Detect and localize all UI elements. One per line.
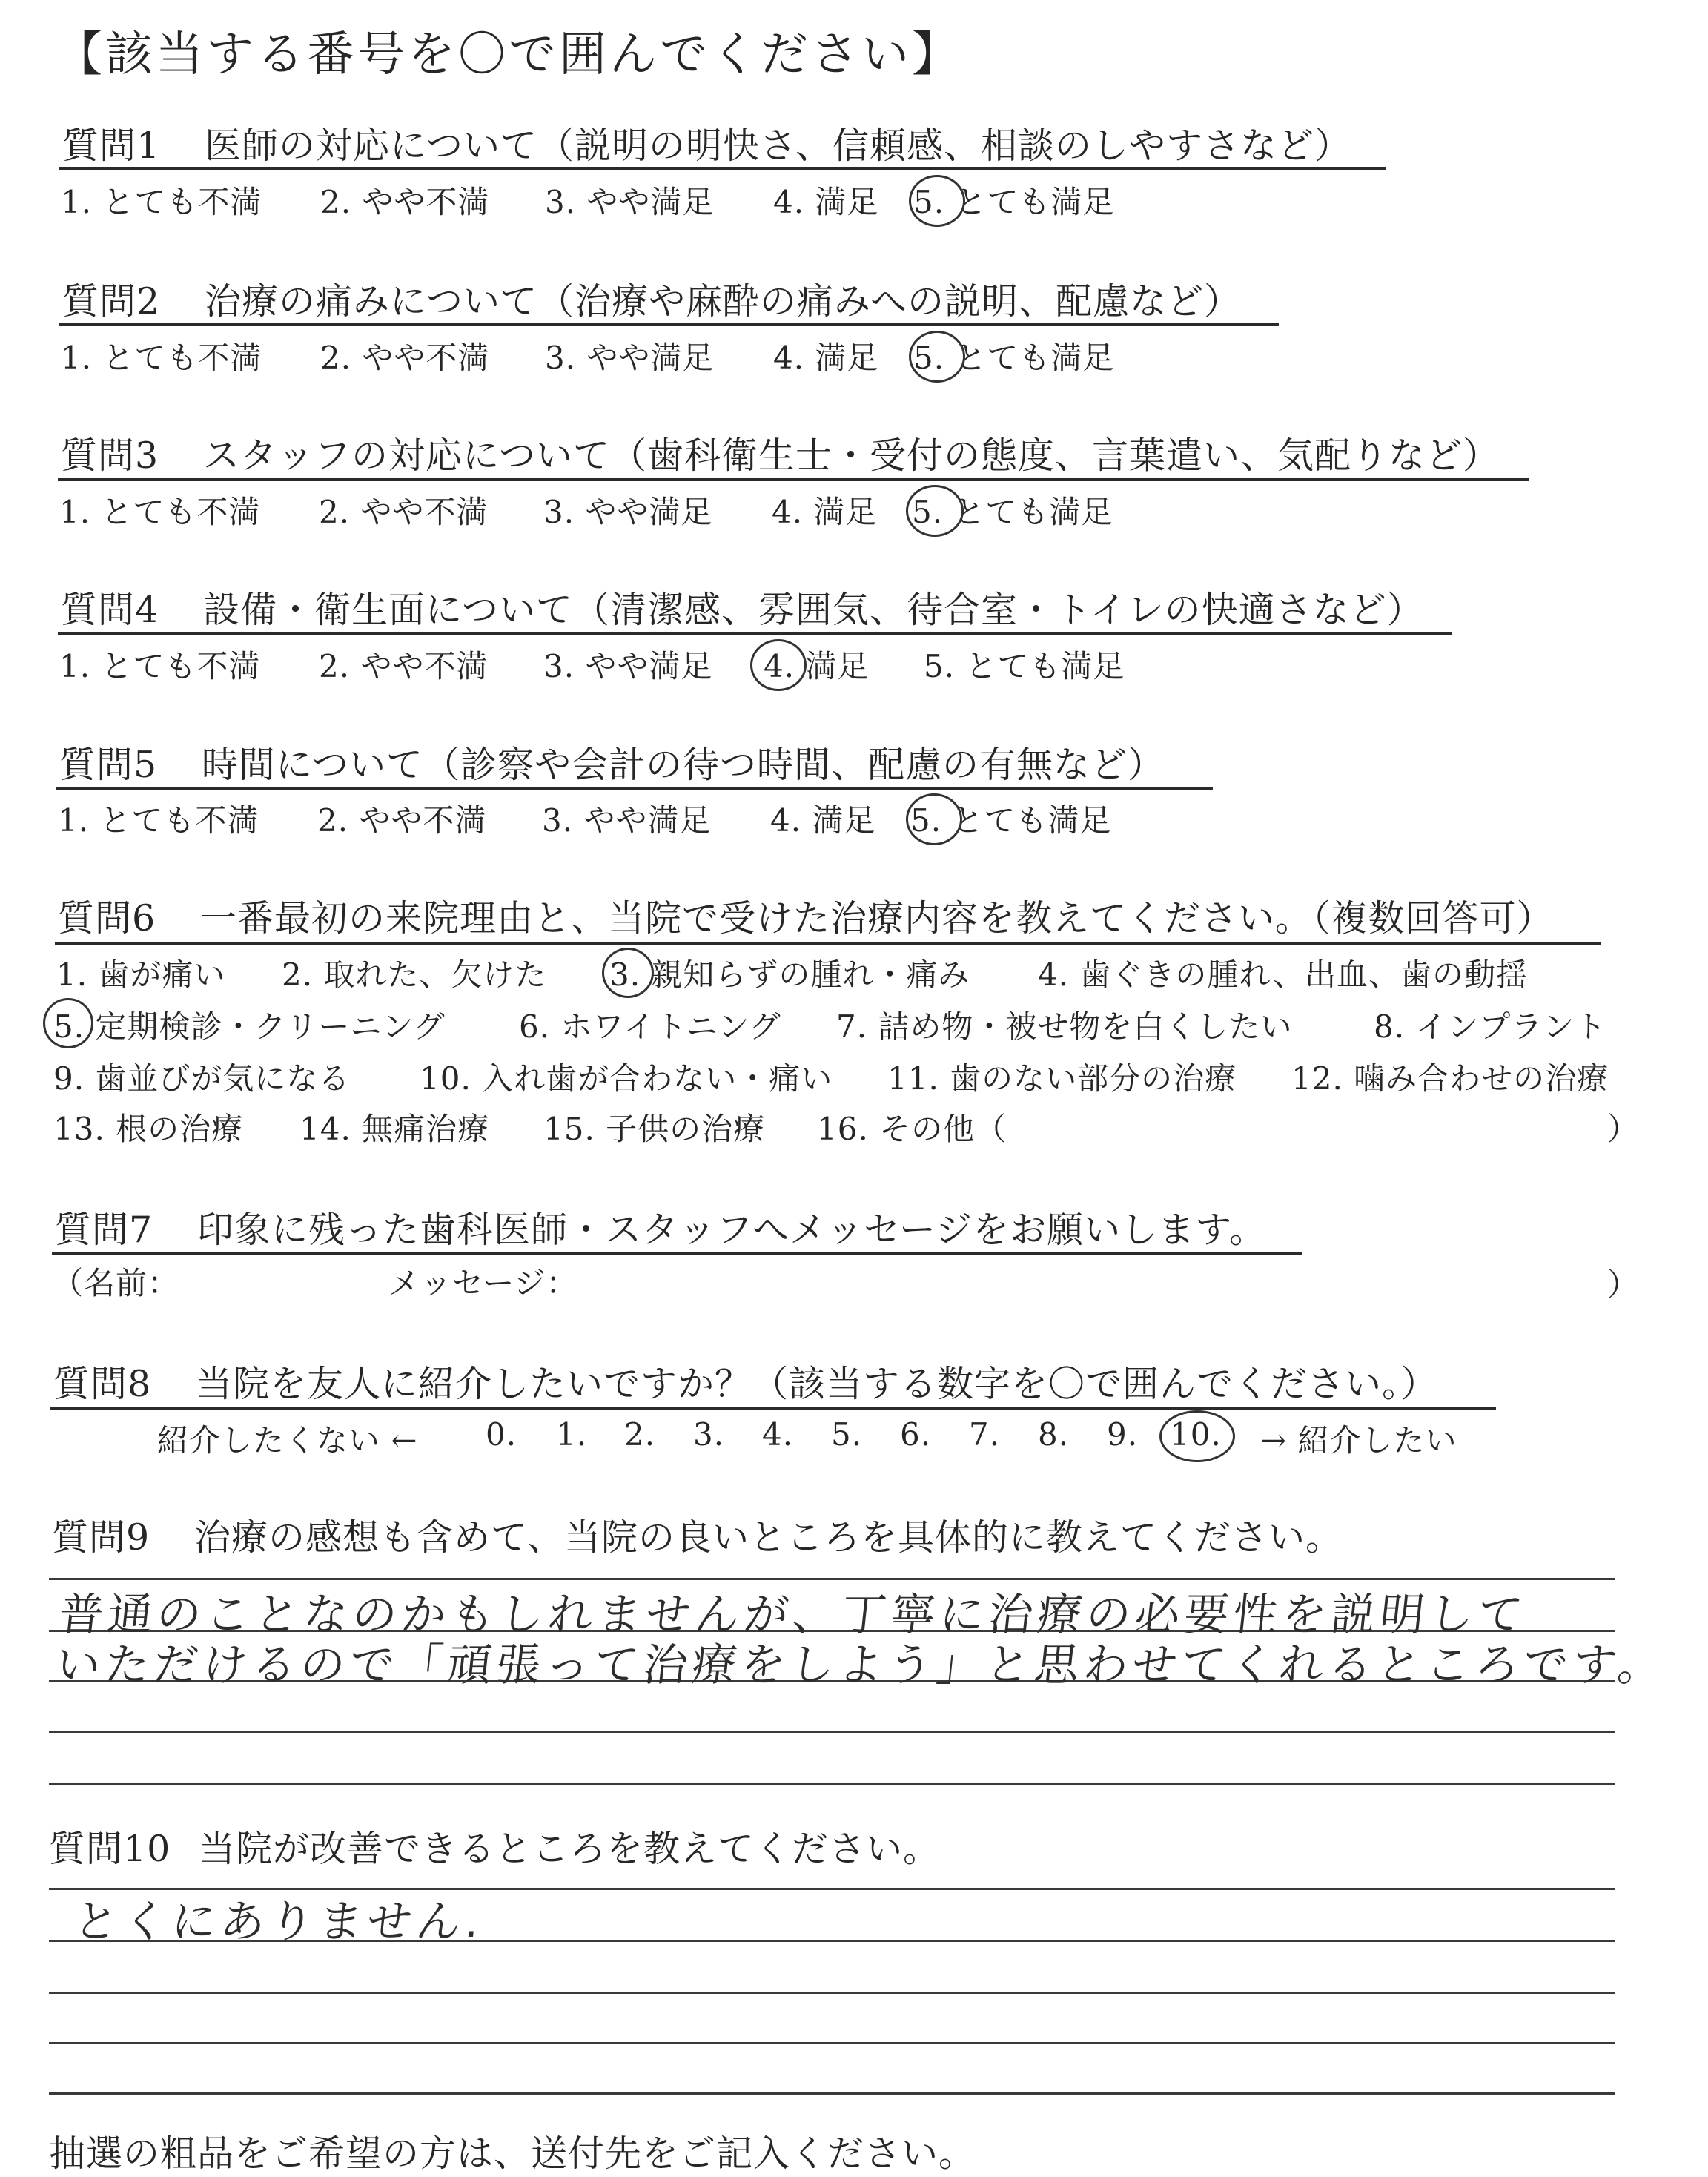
form-title: 【該当する番号を〇で囲んでください】 bbox=[55, 27, 962, 82]
q10-answer-line-3 bbox=[49, 1992, 1615, 1994]
q3-option-2[interactable]: 2. やや不満 bbox=[319, 494, 489, 530]
question-6-label: 質問6 bbox=[58, 897, 156, 939]
q8-left-label: 紹介したくない ← bbox=[157, 1422, 418, 1459]
q8-scale-1[interactable]: 1. bbox=[556, 1416, 588, 1453]
q8-scale-7[interactable]: 7. bbox=[969, 1416, 1001, 1453]
question-7-text: 印象に残った歯科医師・スタッフへメッセージをお願いします。 bbox=[197, 1209, 1267, 1251]
q4-option-2[interactable]: 2. やや不満 bbox=[319, 648, 489, 684]
q2-option-3[interactable]: 3. やや満足 bbox=[545, 340, 715, 376]
q3-option-1[interactable]: 1. とても不満 bbox=[59, 494, 261, 530]
q6-option-6[interactable]: 6. ホワイトニング bbox=[519, 1008, 781, 1045]
q9-handwritten-answer-line-2: いただけるので「頑張って治療をしよう」と思わせてくれるところです。 bbox=[53, 1639, 1669, 1691]
question-1-label: 質問1 bbox=[62, 125, 161, 167]
question-1-text: 医師の対応について（説明の明快さ、信頼感、相談のしやすさなど） bbox=[205, 125, 1352, 167]
q6-option-4[interactable]: 4. 歯ぐきの腫れ、出血、歯の動揺 bbox=[1038, 957, 1528, 993]
q8-scale-0[interactable]: 0. bbox=[486, 1416, 517, 1453]
q8-scale-10[interactable]: 10. bbox=[1170, 1416, 1222, 1453]
question-2-underline bbox=[59, 323, 1279, 326]
question-10-text: 当院が改善できるところを教えてください。 bbox=[199, 1828, 941, 1870]
question-8-underline bbox=[50, 1407, 1496, 1410]
q9-handwritten-answer-line-1: 普通のことなのかもしれませんが、丁寧に治療の必要性を説明して bbox=[56, 1589, 1530, 1641]
q10-answer-line-4 bbox=[49, 2042, 1615, 2044]
q6-option-11[interactable]: 11. 歯のない部分の治療 bbox=[887, 1060, 1237, 1097]
q7-name-label: （名前： bbox=[52, 1265, 180, 1301]
q6-other-close-paren: ） bbox=[1607, 1111, 1640, 1147]
q4-selection-circle bbox=[750, 639, 807, 691]
question-3-label: 質問3 bbox=[61, 435, 159, 477]
q1-option-4[interactable]: 4. 満足 bbox=[773, 184, 879, 220]
q7-close-paren: ） bbox=[1607, 1266, 1640, 1303]
q1-selection-circle bbox=[909, 175, 965, 227]
q6-option-12[interactable]: 12. 噛み合わせの治療 bbox=[1291, 1060, 1609, 1097]
q9-answer-line-5 bbox=[49, 1783, 1615, 1785]
q4-option-4[interactable]: 4. 満足 bbox=[764, 648, 870, 684]
q6-option-13[interactable]: 13. 根の治療 bbox=[53, 1111, 244, 1147]
q6-option-7[interactable]: 7. 詰め物・被せ物を白くしたい bbox=[836, 1008, 1293, 1045]
q8-scale-8[interactable]: 8. bbox=[1038, 1416, 1070, 1453]
q3-selection-circle bbox=[906, 485, 964, 537]
question-2-text: 治療の痛みについて（治療や麻酔の痛みへの説明、配慮など） bbox=[205, 280, 1242, 323]
question-3-underline bbox=[58, 478, 1529, 481]
q5-selection-circle bbox=[906, 793, 962, 845]
q2-option-5[interactable]: 5. とても満足 bbox=[913, 340, 1115, 376]
q8-scale-4[interactable]: 4. bbox=[762, 1416, 794, 1453]
q4-option-5[interactable]: 5. とても満足 bbox=[924, 648, 1125, 684]
q6-option-10[interactable]: 10. 入れ歯が合わない・痛い bbox=[420, 1060, 833, 1097]
q3-option-3[interactable]: 3. やや満足 bbox=[543, 494, 713, 530]
question-7-underline bbox=[52, 1252, 1302, 1255]
question-10-label: 質問10 bbox=[49, 1828, 171, 1870]
q2-option-1[interactable]: 1. とても不満 bbox=[61, 340, 262, 376]
q2-option-2[interactable]: 2. やや不満 bbox=[320, 340, 490, 376]
q1-option-2[interactable]: 2. やや不満 bbox=[320, 184, 490, 220]
q6-option-5-circle bbox=[43, 998, 93, 1048]
q6-option-1[interactable]: 1. 歯が痛い bbox=[56, 957, 226, 993]
question-4-label: 質問4 bbox=[61, 589, 159, 631]
q6-option-16[interactable]: 16. その他（ bbox=[817, 1111, 1007, 1147]
question-9-text: 治療の感想も含めて、当院の良いところを具体的に教えてください。 bbox=[194, 1516, 1343, 1559]
prize-request-text: 抽選の粗品をご希望の方は、送付先をご記入ください。 bbox=[49, 2133, 976, 2175]
question-9-label: 質問9 bbox=[52, 1516, 150, 1559]
q2-option-4[interactable]: 4. 満足 bbox=[773, 340, 879, 376]
q6-option-8[interactable]: 8. インプラント bbox=[1374, 1008, 1607, 1045]
question-8-label: 質問8 bbox=[53, 1363, 152, 1405]
q3-option-5[interactable]: 5. とても満足 bbox=[912, 494, 1113, 530]
q8-selection-circle bbox=[1159, 1410, 1235, 1462]
question-3-text: スタッフの対応について（歯科衛生士・受付の態度、言葉遣い、気配りなど） bbox=[203, 435, 1500, 477]
question-8-text: 当院を友人に紹介したいですか？（該当する数字を〇で囲んでください。） bbox=[196, 1363, 1438, 1405]
question-6-text: 一番最初の来院理由と、当院で受けた治療内容を教えてください。（複数回答可） bbox=[200, 897, 1554, 939]
q10-handwritten-answer: とくにありません. bbox=[70, 1896, 487, 1948]
q8-scale-3[interactable]: 3. bbox=[693, 1416, 725, 1453]
q8-right-label: → 紹介したい bbox=[1260, 1422, 1457, 1459]
question-5-label: 質問5 bbox=[59, 744, 158, 786]
q4-option-3[interactable]: 3. やや満足 bbox=[543, 648, 713, 684]
q3-option-4[interactable]: 4. 満足 bbox=[772, 494, 878, 530]
q6-option-9[interactable]: 9. 歯並びが気になる bbox=[53, 1060, 351, 1097]
q6-option-14[interactable]: 14. 無痛治療 bbox=[299, 1111, 490, 1147]
q8-scale-5[interactable]: 5. bbox=[831, 1416, 863, 1453]
q6-option-15[interactable]: 15. 子供の治療 bbox=[543, 1111, 766, 1147]
question-4-text: 設備・衛生面について（清潔感、雰囲気、待合室・トイレの快適さなど） bbox=[203, 589, 1424, 631]
q10-answer-line-5 bbox=[49, 2092, 1615, 2095]
q1-option-3[interactable]: 3. やや満足 bbox=[545, 184, 715, 220]
q8-scale-2[interactable]: 2. bbox=[624, 1416, 656, 1453]
question-5-text: 時間について（診察や会計の待つ時間、配慮の有無など） bbox=[202, 744, 1165, 786]
q8-scale-6[interactable]: 6. bbox=[900, 1416, 932, 1453]
q7-message-label: メッセージ： bbox=[388, 1265, 578, 1301]
q6-option-5[interactable]: 5. 定期検診・クリーニング bbox=[53, 1008, 446, 1045]
q5-option-1[interactable]: 1. とても不満 bbox=[58, 802, 259, 839]
question-5-underline bbox=[56, 787, 1213, 790]
q6-option-2[interactable]: 2. 取れた、欠けた bbox=[282, 957, 547, 993]
q5-option-4[interactable]: 4. 満足 bbox=[770, 802, 876, 839]
question-1-underline bbox=[59, 167, 1386, 170]
question-2-label: 質問2 bbox=[62, 280, 161, 323]
q5-option-2[interactable]: 2. やや不満 bbox=[317, 802, 487, 839]
q6-option-3[interactable]: 3. 親知らずの腫れ・痛み bbox=[609, 957, 970, 993]
question-6-underline bbox=[55, 942, 1601, 945]
question-4-underline bbox=[58, 632, 1452, 635]
q1-option-5[interactable]: 5. とても満足 bbox=[913, 184, 1115, 220]
q5-option-3[interactable]: 3. やや満足 bbox=[542, 802, 712, 839]
q9-answer-line-4 bbox=[49, 1731, 1615, 1733]
question-7-label: 質問7 bbox=[55, 1209, 153, 1251]
q4-option-1[interactable]: 1. とても不満 bbox=[59, 648, 261, 684]
q1-option-1[interactable]: 1. とても不満 bbox=[61, 184, 262, 220]
q5-option-5[interactable]: 5. とても満足 bbox=[910, 802, 1112, 839]
q8-scale-9[interactable]: 9. bbox=[1107, 1416, 1139, 1453]
q2-selection-circle bbox=[909, 331, 965, 383]
q6-option-3-circle bbox=[602, 948, 654, 998]
